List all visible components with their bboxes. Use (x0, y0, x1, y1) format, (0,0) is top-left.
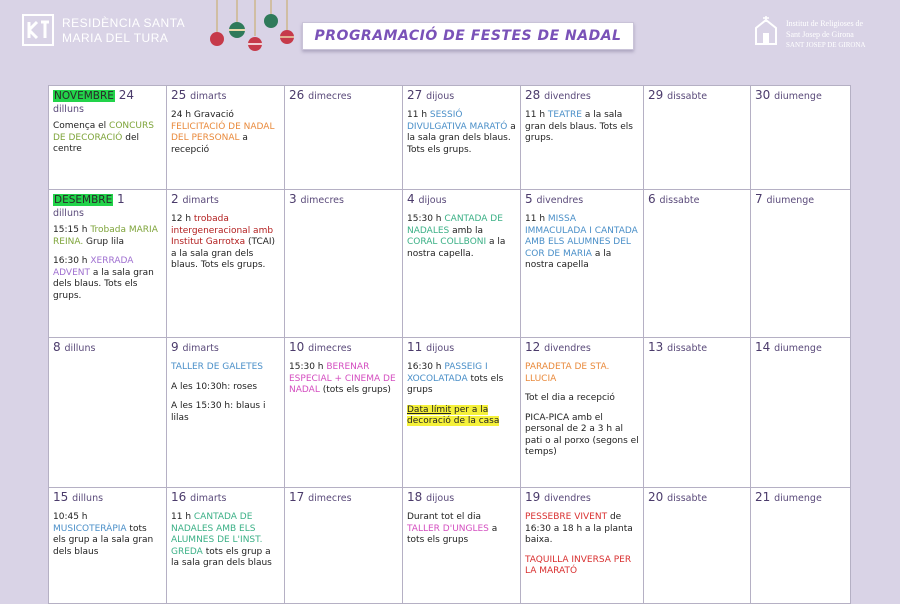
event-detail: 15:30 h (407, 214, 445, 224)
event-text (407, 405, 516, 428)
day-events (53, 121, 162, 156)
event-detail: Durant tot el dia (407, 512, 481, 522)
event-detail: (tots els grups) (319, 385, 391, 395)
event-detail: 15:30 h (289, 362, 327, 372)
month-label: NOVEMBRE (54, 90, 114, 102)
day-number: 18 (407, 490, 423, 504)
calendar-day-cell (644, 190, 751, 338)
residence-logo (22, 14, 192, 50)
weekday-label: dissabte (667, 493, 708, 504)
day-header (53, 88, 162, 115)
day-number: 11 (407, 340, 423, 354)
calendar-day-cell (751, 86, 851, 190)
weekday-label: dimarts (190, 91, 227, 102)
day-number: 1 (117, 192, 125, 206)
day-number: 19 (525, 490, 541, 504)
event-detail: 15:15 h (53, 225, 91, 235)
calendar-day-cell (403, 338, 521, 488)
weekday-label: dimecres (308, 493, 352, 504)
weekday-label: diumenge (766, 195, 815, 206)
day-events (407, 362, 516, 428)
day-header (407, 88, 516, 104)
day-number: 4 (407, 192, 415, 206)
weekday-label: dijous (426, 91, 455, 102)
event-detail: 24 h Gravació (171, 110, 234, 120)
residence-name-line2: MARIA DEL TURA (62, 31, 169, 45)
calendar-week-row (49, 190, 851, 338)
weekday-label: dijous (426, 493, 455, 504)
day-events (171, 214, 280, 272)
day-header (407, 192, 516, 208)
institute-building-icon (752, 16, 780, 46)
calendar-day-cell (49, 190, 167, 338)
day-number: 25 (171, 88, 187, 102)
event-detail: tots els grups (407, 373, 504, 395)
event-highlight: MISSA IMMACULADA I CANTADA AMB ELS ALUMNES DEL COR DE MARIA (525, 214, 638, 259)
weekday-label: dijous (418, 195, 447, 206)
day-number: 20 (648, 490, 664, 504)
weekday-label: diumenge (774, 343, 822, 354)
event-detail: a recepció (171, 133, 248, 155)
institute-logo (752, 16, 882, 52)
day-number: 17 (289, 490, 305, 504)
event-text (53, 512, 162, 558)
day-events (171, 362, 280, 424)
event-highlight: TAQUILLA INVERSA PER LA MARATÓ (525, 554, 632, 576)
event-detail: a la sala gran dels blaus. Tots els grups. (525, 110, 633, 143)
event-text (171, 382, 280, 394)
event-highlight: MUSICOTERÀPIA (53, 523, 127, 534)
day-events (289, 362, 398, 397)
day-header (53, 490, 162, 506)
event-detail: PICA-PICA amb el personal de 2 a 3 h al pati o al porxo (segons el temps) (525, 412, 639, 457)
day-number: 2 (171, 192, 179, 206)
day-header (289, 490, 398, 506)
event-highlight: CORAL COLLBONI (407, 237, 487, 247)
event-detail: del centre (53, 132, 139, 154)
page-title-box (302, 22, 634, 50)
event-text (525, 214, 639, 272)
event-text (525, 555, 639, 578)
event-text (407, 512, 516, 547)
day-number: 7 (755, 192, 763, 206)
weekday-label: dimecres (300, 195, 344, 206)
calendar-day-cell (644, 488, 751, 604)
day-number: 12 (525, 340, 541, 354)
day-events (407, 512, 516, 547)
event-text (407, 110, 516, 156)
event-text (171, 512, 280, 570)
event-detail: A les 10:30h: roses (171, 381, 258, 392)
institute-name-line2: Sant Josep de Girona (786, 30, 854, 39)
event-highlight: trobada intergeneracional amb Institut Garrotxa (171, 214, 274, 247)
weekday-label: divendres (544, 343, 591, 354)
event-detail: Comença el (53, 121, 110, 131)
weekday-label: dilluns (53, 104, 84, 115)
day-number: 28 (525, 88, 541, 102)
event-text (53, 256, 162, 302)
calendar-week-row (49, 488, 851, 604)
event-highlight: FELICITACIÓ DE NADAL DEL PERSONAL (171, 121, 275, 143)
calendar-week-row (49, 86, 851, 190)
weekday-label: diumenge (774, 493, 822, 504)
event-detail: a la sala gran dels blaus. Tots els grups. (407, 121, 516, 155)
event-highlight: XERRADA ADVENT (53, 256, 134, 278)
event-highlight: BERENAR ESPECIAL + CINEMA DE NADAL (289, 362, 396, 395)
day-number: 6 (648, 192, 656, 206)
event-text (525, 362, 639, 385)
event-highlight: CANTADA DE NADALES (407, 214, 503, 236)
calendar-day-cell (403, 86, 521, 190)
calendar-day-cell (644, 338, 751, 488)
event-highlight: SESSIÓ DIVULGATIVA MARATÓ (407, 110, 508, 132)
event-text (525, 110, 639, 145)
calendar-day-cell (167, 86, 285, 190)
day-header (648, 88, 746, 104)
event-detail: per a la decoració de la casa (407, 404, 500, 426)
calendar-day-cell (167, 190, 285, 338)
residence-logo-icon (22, 14, 54, 46)
event-text (171, 401, 280, 424)
day-header (755, 490, 846, 506)
event-detail: a la nostra capella (525, 248, 612, 270)
day-events (525, 110, 639, 145)
day-header (289, 192, 398, 208)
calendar-table (48, 85, 851, 604)
weekday-label: divendres (544, 493, 591, 504)
event-detail: tots els grup a la sala gran dels blaus (53, 523, 154, 557)
day-number: 14 (755, 340, 771, 354)
day-header (525, 340, 639, 356)
day-number: 27 (407, 88, 423, 102)
calendar-day-cell (403, 190, 521, 338)
weekday-label: dimarts (182, 343, 219, 354)
calendar-day-cell (751, 488, 851, 604)
weekday-label: dimarts (182, 195, 219, 206)
calendar-day-cell (403, 488, 521, 604)
event-text (407, 214, 516, 260)
calendar-day-cell (521, 488, 644, 604)
day-number: 8 (53, 340, 61, 354)
event-detail: Data límit (407, 404, 452, 415)
weekday-label: dilluns (64, 343, 96, 354)
event-detail: 16:30 h (407, 362, 445, 372)
event-detail: (TCAI) a la sala gran dels blaus. Tots els grups. (171, 237, 276, 270)
day-events (53, 512, 162, 558)
residence-name-line1: RESIDÈNCIA SANTA (62, 16, 186, 30)
day-events (525, 512, 639, 578)
event-highlight: PASSEIG I XOCOLATADA (407, 362, 488, 384)
calendar-day-cell (167, 488, 285, 604)
day-header (648, 192, 746, 208)
day-events (525, 362, 639, 459)
day-header (171, 490, 280, 506)
day-header (171, 340, 280, 356)
event-highlight: TALLER D'UNGLES (407, 523, 489, 534)
day-header (648, 490, 746, 506)
weekday-label: dissabte (667, 343, 708, 354)
day-events (525, 214, 639, 272)
event-text (171, 214, 280, 272)
calendar-day-cell (167, 338, 285, 488)
day-header (525, 490, 639, 506)
day-header (755, 88, 846, 104)
event-text (53, 225, 162, 248)
day-number: 30 (755, 88, 771, 102)
event-text (171, 362, 280, 374)
weekday-label: divendres (536, 195, 584, 206)
event-detail: a la sala gran dels blaus. Tots els grups. (53, 267, 154, 301)
day-header (53, 340, 162, 356)
day-header (289, 340, 398, 356)
day-header (171, 88, 280, 104)
day-header (648, 340, 746, 356)
event-detail: a tots els grups (407, 523, 498, 545)
event-detail: 12 h (171, 214, 194, 224)
calendar-day-cell (285, 338, 403, 488)
calendar-day-cell (521, 338, 644, 488)
calendar-day-cell (285, 86, 403, 190)
event-text (525, 413, 639, 459)
weekday-label: dissabte (667, 91, 708, 102)
event-highlight: PARADETA DE STA. LLUCIA (525, 362, 610, 384)
weekday-label: dissabte (659, 195, 700, 206)
day-header (53, 192, 162, 219)
event-highlight: CONCURS DE DECORACIÓ (53, 121, 154, 143)
day-events (53, 225, 162, 302)
calendar-day-cell (644, 86, 751, 190)
event-text (53, 121, 162, 156)
event-text (171, 110, 280, 156)
event-detail: 11 h (525, 110, 548, 120)
event-highlight: TALLER DE GALETES (171, 362, 263, 372)
weekday-label: dimecres (308, 91, 352, 102)
event-text (525, 512, 639, 547)
calendar-day-cell (521, 190, 644, 338)
day-header (755, 192, 846, 208)
weekday-label: dimarts (190, 493, 227, 504)
day-header (525, 192, 639, 208)
day-number: 21 (755, 490, 771, 504)
day-events (407, 110, 516, 156)
weekday-label: dilluns (53, 208, 84, 219)
day-header (525, 88, 639, 104)
calendar-day-cell (751, 190, 851, 338)
weekday-label: dimecres (308, 343, 352, 354)
weekday-label: divendres (544, 91, 591, 102)
institute-name-line1: Institut de Religioses de (786, 19, 864, 28)
day-header (755, 340, 846, 356)
event-highlight: TEATRE (547, 110, 582, 120)
calendar-week-row (49, 338, 851, 488)
event-text (407, 362, 516, 397)
calendar-day-cell (521, 86, 644, 190)
christmas-ornaments-icon (205, 0, 305, 60)
month-label: DESEMBRE (54, 194, 113, 206)
day-number: 13 (648, 340, 664, 354)
event-detail: tots els grup a la sala gran dels blaus (171, 546, 272, 568)
day-events (171, 512, 280, 570)
event-detail: Grup lila (83, 236, 125, 247)
calendar-day-cell (285, 488, 403, 604)
day-number: 24 (118, 88, 135, 102)
day-number: 15 (53, 490, 69, 504)
calendar-day-cell (49, 86, 167, 190)
event-detail: amb la (449, 225, 483, 236)
event-detail: 10:45 h (53, 512, 88, 522)
event-detail: 11 h (171, 512, 194, 522)
event-detail: a la nostra capella. (407, 237, 506, 259)
day-number: 5 (525, 192, 533, 206)
day-header (289, 88, 398, 104)
event-detail: 16:30 h (53, 256, 91, 266)
day-header (407, 490, 516, 506)
day-header (171, 192, 280, 208)
day-number: 3 (289, 192, 297, 206)
calendar-day-cell (751, 338, 851, 488)
event-detail: de 16:30 a 18 h a la planta baixa. (525, 512, 633, 545)
event-highlight: CANTADA DE NADALES AMB ELS ALUMNES DE L'INST. GREDA (171, 512, 263, 557)
page-title: PROGRAMACIÓ DE FESTES DE NADAL (314, 28, 622, 44)
weekday-label: dijous (426, 343, 455, 354)
event-detail: 11 h (407, 110, 430, 120)
day-number: 9 (171, 340, 179, 354)
day-number: 16 (171, 490, 187, 504)
weekday-label: dilluns (72, 493, 104, 504)
weekday-label: diumenge (774, 91, 822, 102)
calendar-day-cell (49, 488, 167, 604)
event-detail: 11 h (525, 214, 548, 224)
event-detail: Tot el dia a recepció (525, 393, 615, 403)
day-events (171, 110, 280, 156)
day-header (407, 340, 516, 356)
day-number: 29 (648, 88, 664, 102)
institute-name-line3: SANT JOSEP DE GIRONA (786, 41, 866, 49)
event-highlight: PESSEBRE VIVENT (525, 512, 608, 522)
calendar-day-cell (285, 190, 403, 338)
day-number: 26 (289, 88, 305, 102)
day-number: 10 (289, 340, 305, 354)
day-events (407, 214, 516, 260)
event-text (289, 362, 398, 397)
calendar-day-cell (49, 338, 167, 488)
event-text (525, 393, 639, 405)
event-highlight: Trobada MARIA REINA. (53, 225, 158, 247)
event-detail: A les 15:30 h: blaus i lilas (171, 401, 266, 423)
